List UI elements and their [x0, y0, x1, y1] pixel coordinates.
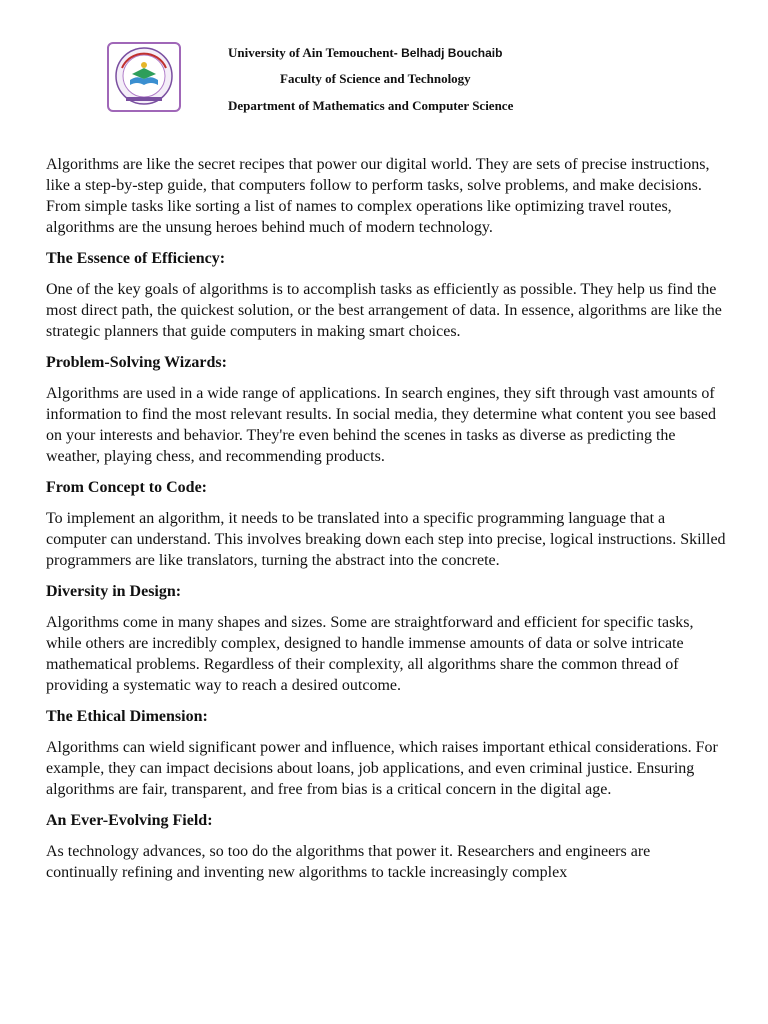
section-paragraph: Algorithms can wield significant power and influence, which raises important ethical considerations. For example, they can impact decisions about loans, job applications, and even criminal justice. Ensuring algorithms are fair, transparent, and free from bias is a critical concern in the digital age. — [46, 739, 718, 798]
section-paragraph: Algorithms are used in a wide range of applications. In search engines, they sift through vast amounts of information to find the most relevant results. In social media, they determine what content you see based on your interests and behavior. They're even behind the scenes in tasks as diverse as predicting the weather, playing chess, and recommending products. — [46, 385, 717, 465]
section-ethics — [46, 706, 726, 800]
section-heading: An Ever-Evolving Field: — [46, 812, 213, 829]
section-paragraph: One of the key goals of algorithms is to accomplish tasks as efficiently as possible. They help us find the most direct path, the quickest solution, or the best arrangement of data. In essence, algorithms are like the strategic planners that guide computers in making smart choices. — [46, 281, 722, 340]
section-paragraph: As technology advances, so too do the algorithms that power it. Researchers and engineers are continually refining and inventing new algorithms to tackle increasingly complex — [46, 843, 651, 881]
university-name: University of Ain Temouchent- Belhadj Bouchaib — [228, 45, 503, 60]
university-seal-icon — [112, 46, 176, 108]
section-heading: The Ethical Dimension: — [46, 708, 208, 725]
section-heading: Problem-Solving Wizards: — [46, 354, 227, 371]
section-evolving-field — [46, 810, 726, 883]
section-heading: From Concept to Code: — [46, 479, 208, 496]
university-logo — [107, 42, 181, 112]
section-heading: Diversity in Design: — [46, 583, 182, 600]
section-paragraph: To implement an algorithm, it needs to be translated into a specific programming language that a computer can understand. This involves breaking down each step into precise, logical instructions. Skilled programmers are like translators, turning the abstract into the concrete. — [46, 510, 726, 569]
section-heading: The Essence of Efficiency: — [46, 250, 226, 267]
section-paragraph: Algorithms come in many shapes and sizes. Some are straightforward and efficient for specific tasks, while others are incredibly complex, designed to handle immense amounts of data or solve intricate mathematical problems. Regardless of their complexity, all algorithms share the common thread of providing a systematic way to reach a desired outcome. — [46, 614, 694, 694]
section-problem-solving — [46, 352, 726, 467]
intro-paragraph: Algorithms are like the secret recipes that power our digital world. They are sets of precise instructions, like a step-by-step guide, that computers follow to perform tasks, solve problems, and make decisions. From simple tasks like sorting a list of names to complex operations like optimizing travel routes, algorithms are the unsung heroes behind much of modern technology. — [46, 156, 710, 236]
document-body — [46, 154, 726, 893]
faculty-name: Faculty of Science and Technology — [280, 71, 471, 86]
department-name: Department of Mathematics and Computer Science — [228, 98, 514, 113]
document-header — [0, 0, 768, 120]
section-concept-to-code — [46, 477, 726, 571]
section-diversity — [46, 581, 726, 696]
section-efficiency — [46, 248, 726, 342]
